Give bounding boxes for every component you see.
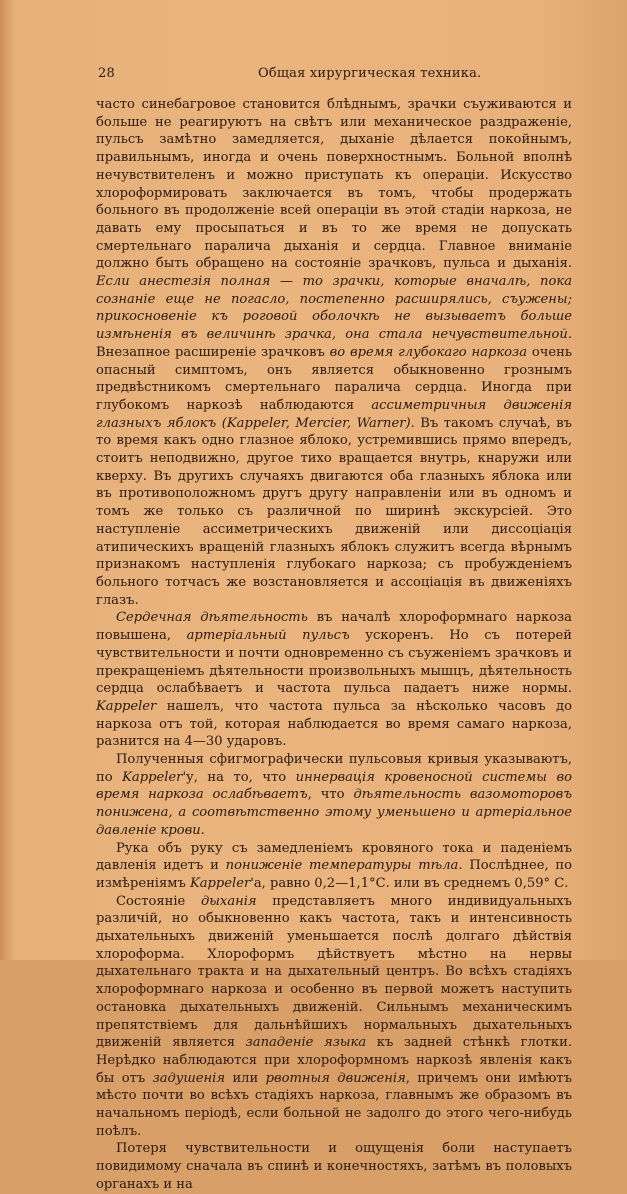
text-run: . Послѣднее, по измѣреніямъ — [96, 858, 573, 891]
italic-text: Сердечная дѣятельность — [116, 610, 308, 626]
italic-text: пониженіе температуры тѣла — [225, 858, 459, 874]
paragraph — [96, 609, 572, 751]
page-header — [96, 66, 571, 86]
text-run: въ началѣ хлороформнаго наркоза повышена, — [96, 610, 572, 644]
text-run: Внезапное расширеніе зрачковъ — [96, 344, 330, 360]
text-run: 'у, на то, что — [182, 769, 296, 785]
italic-text: ассиметричныя движенія глазныхъ яблокъ (Kappeler, Mercier, Warner) — [96, 397, 572, 431]
body-text — [96, 96, 572, 1194]
paragraph — [96, 893, 572, 1141]
italic-text: западеніе языка — [245, 1035, 367, 1051]
italic-text: дыханія — [200, 893, 257, 909]
text-run: Рука объ руку съ замедленіемъ кровяного тока и паденіемъ давленія идетъ и — [96, 840, 572, 874]
italic-text: рвотныя движенія — [265, 1070, 406, 1086]
italic-text: задушенія — [152, 1070, 226, 1086]
text-run: представляетъ много индивидуальныхъ различій, но обыкновенно какъ частота, такъ и интенсивность дыхательныхъ движеній уменьшается послѣ долгаго дѣйствія хлороформа. Хлороформъ дѣйствуетъ мѣстно на нервы дыхательнаго тракта и на дыхательный центръ. Во всѣхъ стадіяхъ хлороформнаго наркоза и особенно въ первой можетъ наступить остановка дыхательныхъ движеній. Сильнымъ механическимъ препятствіемъ для дальнѣйшихъ нормальныхъ дыхательныхъ движеній является — [96, 893, 572, 1051]
text-run: Потеря чувствительности и ощущенія боли наступаетъ повидимому сначала въ спинѣ и конечностяхъ, затѣмъ въ половыхъ органахъ и на — [96, 1141, 572, 1192]
text-run: часто синебагровое становится блѣднымъ, зрачки съуживаются и больше не реагируютъ на свѣтъ или механическое раздраженіе, пульсъ замѣтно замедляется, дыханіе дѣлается покойнымъ, правильнымъ, иногда и очень поверхностнымъ. Больной вполнѣ нечувствителенъ и можно приступать къ операціи. Искусство хлороформировать заключается въ томъ, чтобы продержать больного въ продолженіе всей операціи въ этой стадіи наркоза, не давать ему просыпаться и въ то же время не допускать смертельнаго паралича дыханія и сердца. Главное вниманіе должно быть обращено на состояніе зрачковъ, пульса и дыханія. — [96, 97, 572, 272]
running-title: Общая хирургическая техника. — [258, 66, 482, 81]
paragraph — [96, 840, 572, 893]
page-number: 28 — [98, 66, 115, 81]
text-run: очень опасный симптомъ, онъ является обыкновенно грознымъ предвѣстникомъ смертельнаго паралича сердца. Иногда при глубокомъ наркозѣ наблюдаются — [96, 344, 572, 413]
italic-text: Kappeler — [122, 769, 183, 785]
paragraph — [96, 1140, 572, 1193]
text-run: Состояніе — [116, 893, 201, 909]
italic-text: Kappeler — [189, 875, 251, 891]
text-run: , причемъ они имѣютъ мѣсто почти во всѣхъ стадіяхъ наркоза, главнымъ же образомъ въ начальномъ періодѣ, если больной не задолго до этого чего-нибудь поѣлъ. — [96, 1070, 572, 1139]
italic-text: иннервація кровеносной системы во время наркоза ослабѣваетъ — [96, 769, 572, 803]
text-run: . Въ такомъ случаѣ, въ то время какъ одно глазное яблоко, устремившись прямо впередъ, стоитъ неподвижно, другое тихо вращается внутрь, кнаружи или кверху. Въ другихъ случаяхъ двигаются оба глазныхъ яблока или въ противоположномъ другъ другу направленіи или въ одномъ и томъ же только съ различной по ширинѣ экскурсіей. Это наступленіе ассиметрическихъ движеній или диссоціація атипическихъ вращеній глазныхъ яблокъ служитъ всегда вѣрнымъ признакомъ наступленія глубокаго наркоза; съ пробужденіемъ больного тотчасъ же возстановляется и ассоціація въ движеніяхъ глазъ. — [96, 415, 572, 608]
italic-text: во время глубокаго наркоза — [329, 344, 527, 360]
text-run: нашелъ, что частота пульса за нѣсколько часовъ до наркоза отъ той, которая наблюдается во время самаго наркоза, разнится на 4—30 ударовъ. — [96, 698, 572, 750]
italic-text: артеріальный пульсъ — [186, 628, 350, 644]
text-run: къ задней стѣнкѣ глотки. Нерѣдко наблюдаются при хлороформномъ наркозѣ явленія какъ бы отъ — [96, 1035, 572, 1086]
text-run: или — [225, 1070, 266, 1086]
text-run: Полученныя сфигмографически пульсовыя кривыя указываютъ, по — [96, 752, 572, 785]
text-run: ускоренъ. Но съ потерей чувствительности и почти одновременно съ съуженіемъ зрачковъ и прекращеніемъ дѣятельности произвольныхъ мышцъ, дѣятельность сердца ослабѣваетъ и частота пульса падаетъ ниже нормы. — [96, 628, 572, 697]
italic-text: Если анестезія полная — то зрачки, которые вначалѣ, пока сознаніе еще не погасло, постепенно расширялись, съужены; прикосновеніе къ роговой оболочкѣ не вызываетъ больше измѣненія въ величинѣ зрачка, она стала нечувствительной. — [96, 274, 572, 343]
text-run: , что — [307, 787, 354, 803]
paragraph — [96, 751, 572, 840]
paragraph — [96, 96, 572, 609]
italic-text: дѣятельность вазомоторовъ понижена, а соотвѣтственно этому уменьшено и артеріальное давленіе крови. — [96, 787, 572, 838]
text-run: 'а, равно 0,2—1,1°С. или въ среднемъ 0,59° С. — [250, 875, 569, 891]
italic-text: Kappeler — [96, 698, 157, 714]
